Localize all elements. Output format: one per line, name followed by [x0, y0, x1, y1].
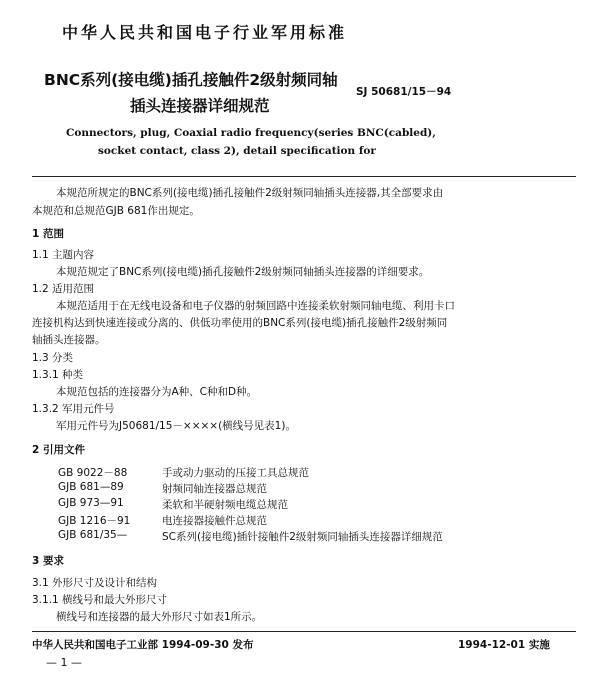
- header-divider: [32, 176, 576, 177]
- section-1-1-heading: 1.1 主题内容: [32, 249, 95, 261]
- reference-code: GJB 681—89: [58, 481, 124, 493]
- document-title-line1: BNC系列(接电缆)插孔接触件2级射频同轴: [44, 71, 338, 89]
- reference-title: SC系列(接电缆)插针接触件2级射频同轴插头连接器详细规范: [162, 531, 443, 543]
- org-title: 中华人民共和国电子行业军用标准: [62, 23, 348, 42]
- section-1-2-line3: 轴插头连接器。: [32, 334, 106, 346]
- section-1-2-line2: 连接机构达到快速连接或分离的、供低功率使用的BNC系列(接电缆)插孔接触件2级射频同: [32, 317, 448, 329]
- reference-code: GJB 973—91: [58, 497, 124, 509]
- reference-title: 手或动力驱动的压接工具总规范: [162, 467, 309, 479]
- reference-code: GJB 1216－91: [58, 515, 131, 527]
- page-number: — 1 —: [46, 656, 82, 669]
- intro-line1: 本规范所规定的BNC系列(接电缆)插孔接触件2级射频同轴插头连接器,其全部要求由: [56, 187, 444, 199]
- reference-title: 电连接器接触件总规范: [162, 515, 267, 527]
- section-1-2-heading: 1.2 适用范围: [32, 283, 95, 295]
- section-1-3-2-text: 军用元件号为J50681/15－××××(横线号见表1)。: [56, 420, 296, 432]
- footer-divider: [32, 631, 576, 632]
- reference-title: 柔软和半硬射频电缆总规范: [162, 499, 288, 511]
- issue-date: 中华人民共和国电子工业部 1994-09-30 发布: [32, 639, 254, 651]
- section-3-1-1-heading: 3.1.1 横线号和最大外形尺寸: [32, 594, 168, 606]
- section-1-1-text: 本规范规定了BNC系列(接电缆)插孔接触件2级射频同轴插头连接器的详细要求。: [56, 266, 430, 278]
- section-1-3-1-text: 本规范包括的连接器分为A种、C种和D种。: [56, 386, 258, 398]
- section-1-3-2-heading: 1.3.2 军用元件号: [32, 403, 115, 415]
- section-1-heading: 1 范围: [32, 228, 64, 240]
- section-1-3-heading: 1.3 分类: [32, 352, 74, 364]
- effective-date: 1994-12-01 实施: [458, 639, 550, 651]
- section-2-heading: 2 引用文件: [32, 444, 85, 456]
- section-3-heading: 3 要求: [32, 555, 64, 567]
- reference-code: GJB 681/35—: [58, 529, 128, 541]
- reference-title: 射频同轴连接器总规范: [162, 483, 267, 495]
- reference-code: GB 9022－88: [58, 467, 128, 479]
- document-title-line2: 插头连接器详细规范: [130, 97, 270, 115]
- english-title-line2: socket contact, class 2), detail specification for: [98, 145, 376, 157]
- english-title-line1: Connectors, plug, Coaxial radio frequency(series BNC(cabled),: [66, 127, 436, 139]
- section-1-2-line1: 本规范适用于在无线电设备和电子仪器的射频回路中连接柔软射频同轴电缆、利用卡口: [56, 300, 455, 312]
- section-3-1-1-text: 横线号和连接器的最大外形尺寸如表1所示。: [56, 611, 263, 623]
- section-1-3-1-heading: 1.3.1 种类: [32, 369, 84, 381]
- standard-number: SJ 50681/15－94: [356, 86, 452, 98]
- section-3-1-heading: 3.1 外形尺寸及设计和结构: [32, 577, 158, 589]
- intro-line2: 本规范和总规范GJB 681作出规定。: [32, 205, 200, 217]
